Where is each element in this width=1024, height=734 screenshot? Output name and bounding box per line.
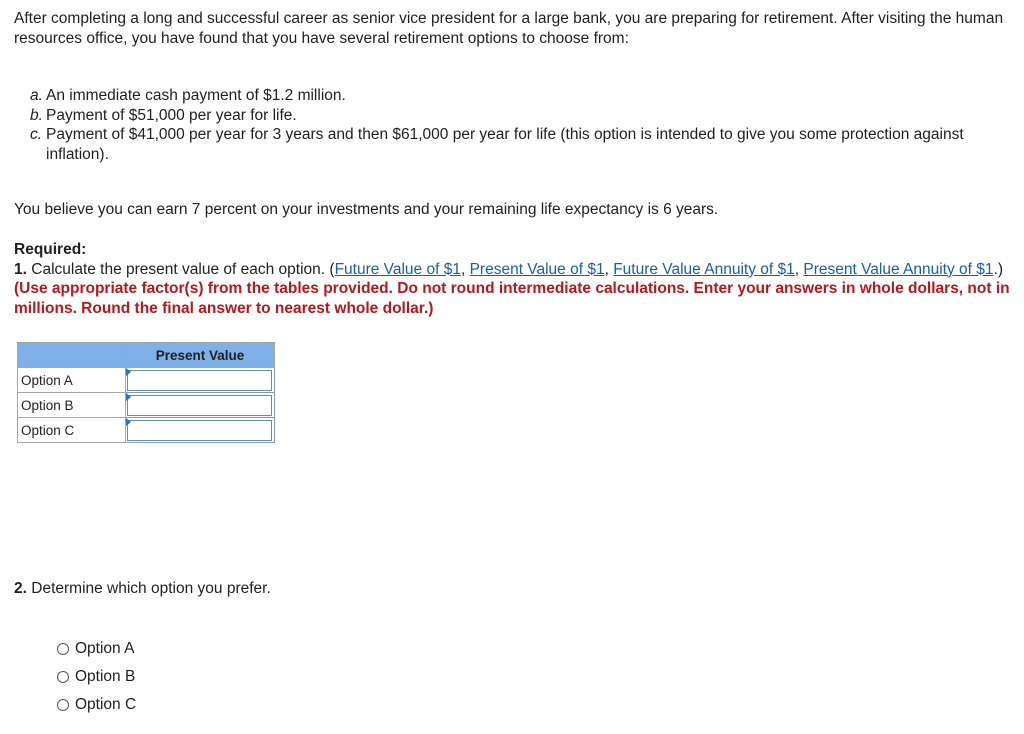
radio-label[interactable]: Option B [75,668,136,685]
option-text: An immediate cash payment of $1.2 million. [46,87,346,104]
option-letter: a. [30,87,43,104]
option-letter: c. [30,126,43,143]
option-item-c [30,125,1014,164]
question-number: 2. [14,580,27,597]
input-marker-icon [126,418,131,426]
header-present-value: Present Value [126,343,275,368]
row-label: Option B [18,393,126,418]
link-present-value[interactable]: Present Value of $1 [469,260,605,278]
required-label: Required: [14,241,87,258]
radio-option-c[interactable] [57,691,136,719]
radio-button[interactable] [57,699,69,711]
question-1 [14,260,1014,319]
table-row [18,393,275,418]
link-future-value-annuity[interactable]: Future Value Annuity of $1 [613,260,795,278]
row-label: Option C [18,418,126,443]
radio-label[interactable]: Option C [75,696,137,713]
input-marker-icon [126,368,131,376]
option-item-b [30,106,1014,126]
radio-button[interactable] [57,643,69,655]
header-blank-cell [18,343,126,368]
option-b-value-cell [126,393,275,418]
question-2-text: Determine which option you prefer. [31,580,271,597]
row-label: Option A [18,368,126,393]
assumption-text: You believe you can earn 7 percent on your investments and your remaining life expectancy is 6 years. [14,201,719,218]
option-a-present-value-input[interactable] [127,370,272,391]
separator: , [460,260,470,278]
radio-option-b[interactable] [57,663,136,691]
link-present-value-annuity[interactable]: Present Value Annuity of $1 [803,260,994,278]
present-value-table [17,342,275,443]
radio-option-a[interactable] [57,635,136,663]
table-header-row [18,343,275,368]
option-text: Payment of $51,000 per year for life. [46,106,297,124]
option-letter: b. [30,106,43,124]
close-paren: .) [993,260,1003,278]
table-row [18,368,275,393]
required-section [14,240,1014,318]
option-item-a [30,86,1014,106]
table-row [18,418,275,443]
question-number: 1. [14,260,27,278]
option-c-value-cell [126,418,275,443]
preference-radio-group [57,635,136,719]
separator: , [604,260,614,278]
intro-text: After completing a long and successful career as senior vice president for a large bank, you are preparing for retirement. After visiting the human resources office, you have found that you have several retirement options to choose from: [14,10,1004,47]
input-marker-icon [126,393,131,401]
question-1-text: Calculate the present value of each option. ( [31,260,335,278]
question-content [14,9,1014,318]
radio-label[interactable]: Option A [75,640,135,657]
link-future-value[interactable]: Future Value of $1 [334,260,461,278]
retirement-options-list [30,86,1014,164]
option-b-present-value-input[interactable] [127,395,272,416]
question-2 [14,579,271,599]
instruction-text: (Use appropriate factor(s) from the tables provided. Do not round intermediate calculations. Enter your answers in whole dollars, not in millions. Round the final answer to nearest whole dollar.) [14,280,1010,317]
option-c-present-value-input[interactable] [127,420,272,441]
option-a-value-cell [126,368,275,393]
separator: , [794,260,804,278]
option-text: Payment of $41,000 per year for 3 years and then $61,000 per year for life (this option is intended to give you some protection against inflation). [46,126,964,163]
radio-button[interactable] [57,671,69,683]
